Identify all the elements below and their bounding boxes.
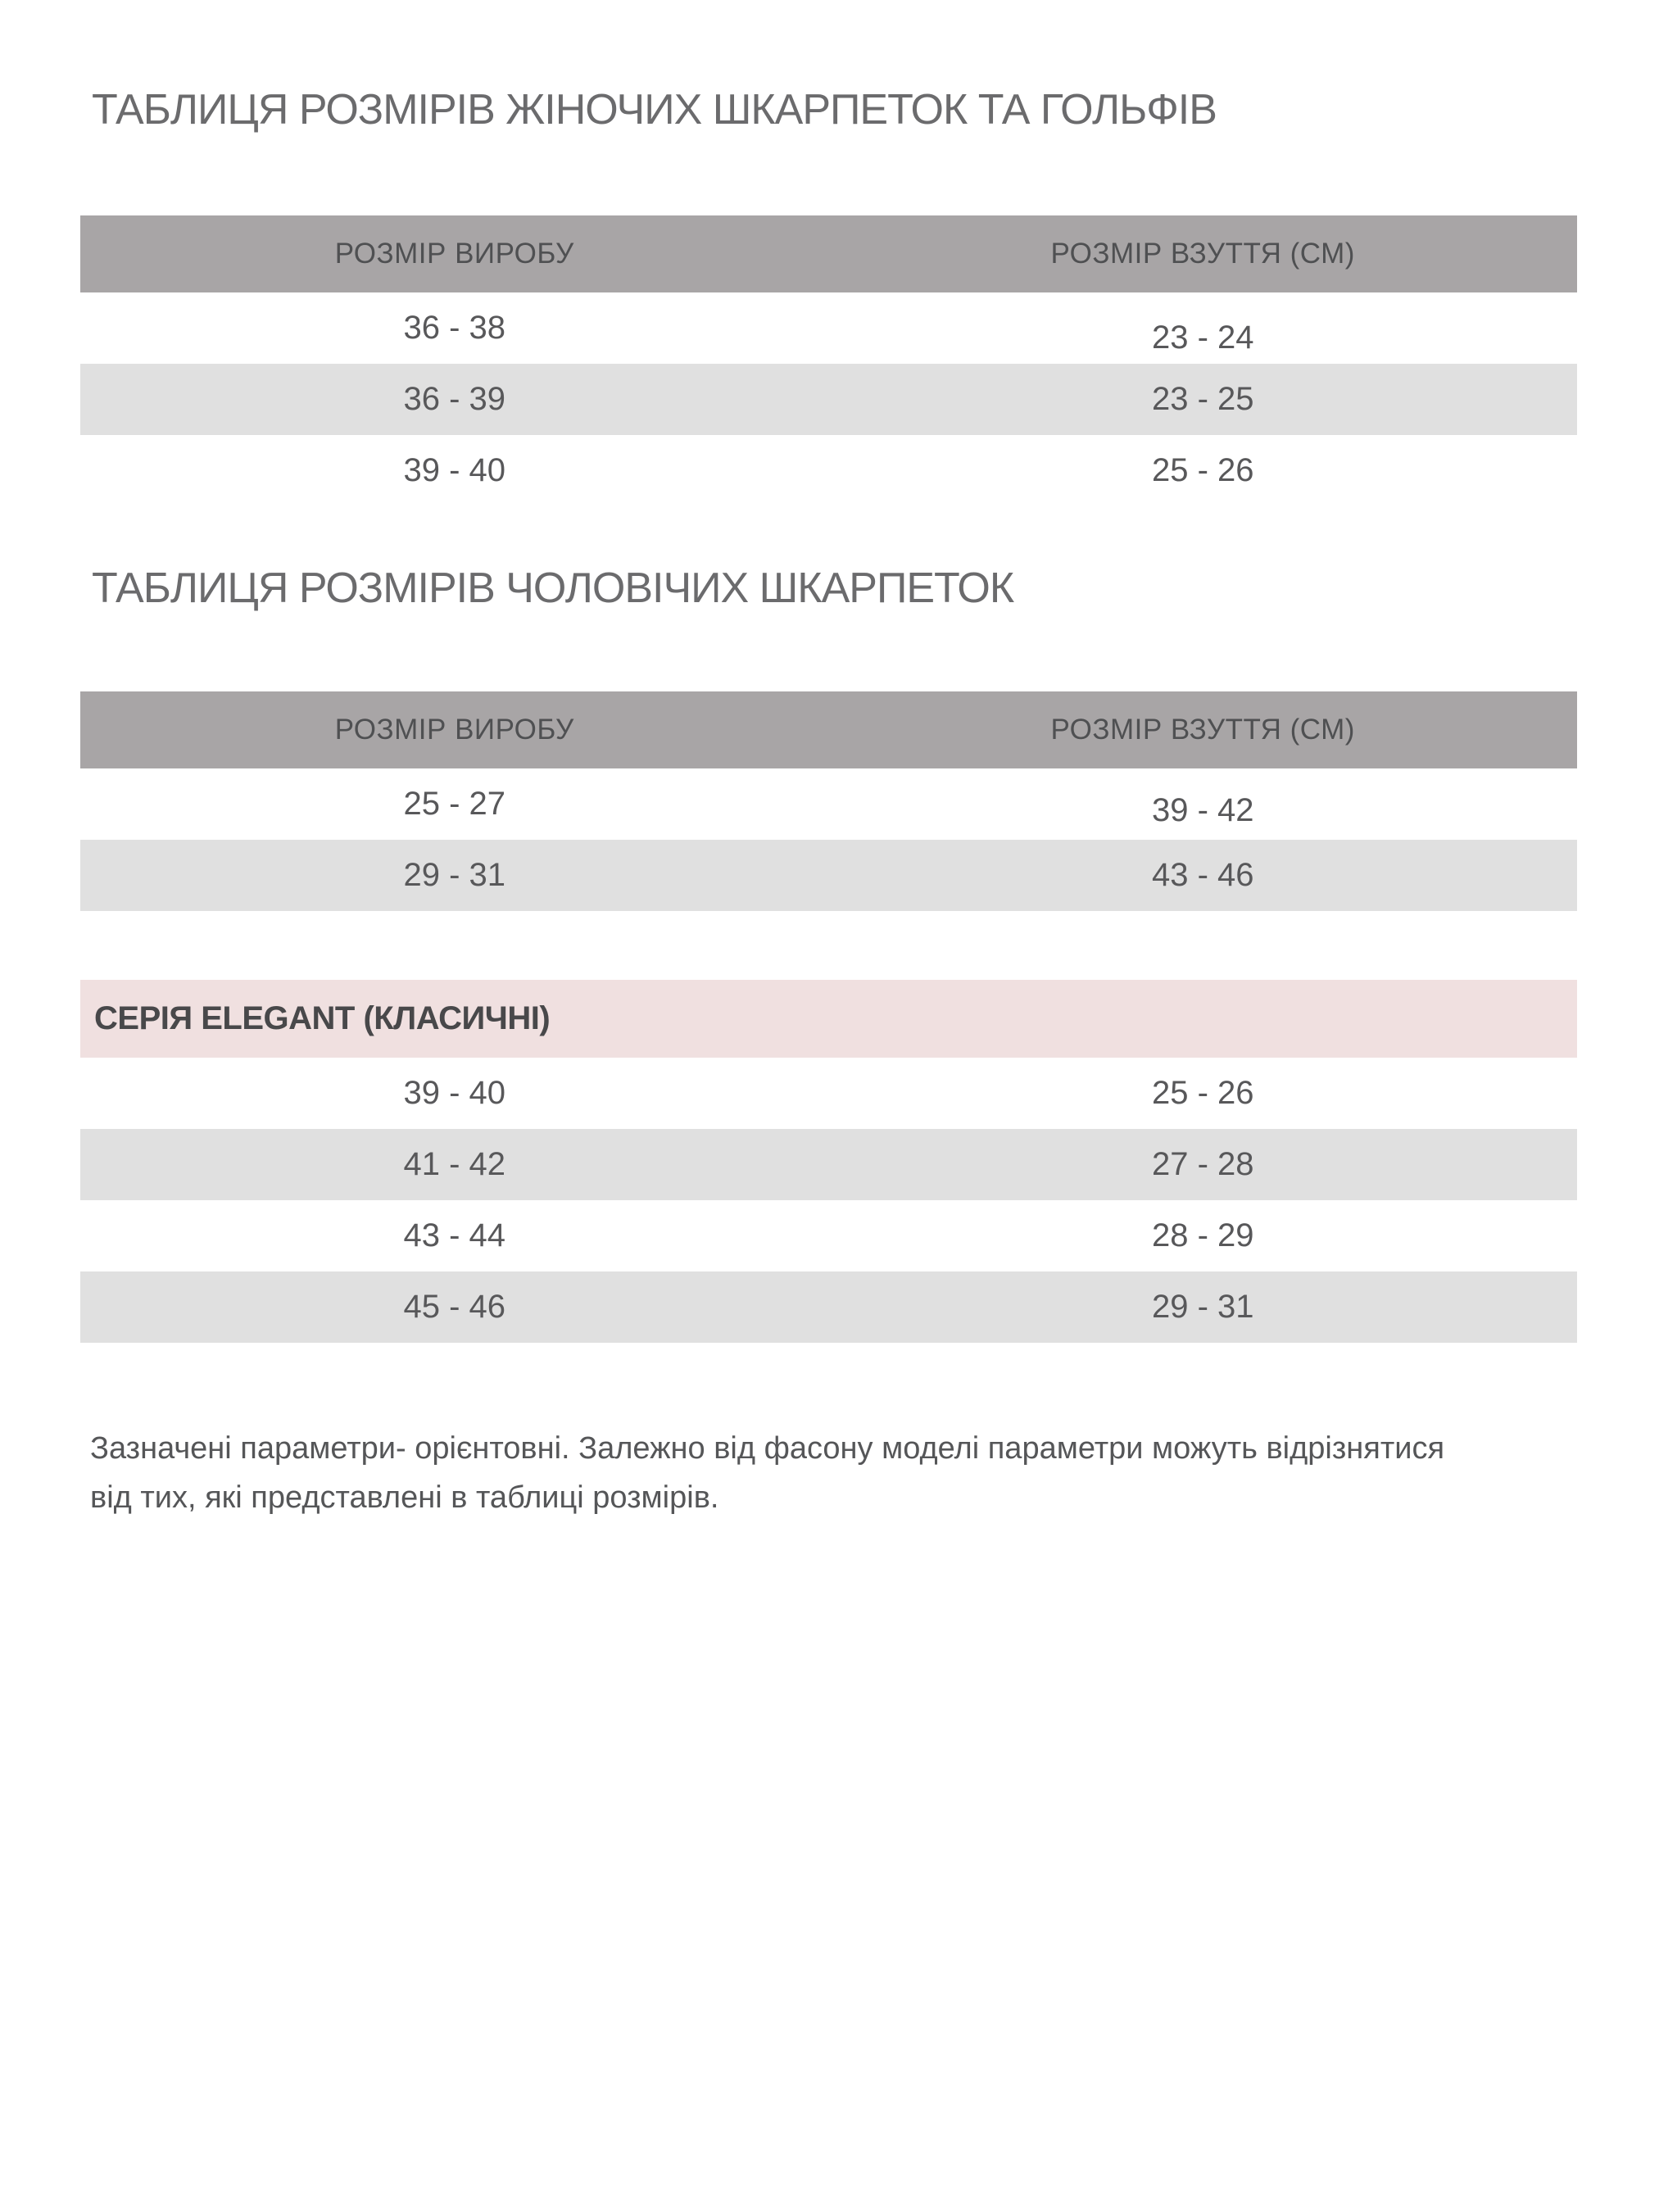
elegant-series-table: [80, 980, 1577, 1343]
table-row: [80, 364, 1577, 435]
product-size-cell: 29 - 31: [403, 857, 506, 893]
shoe-size-cell: 28 - 29: [1151, 1217, 1254, 1253]
product-size-cell: 36 - 39: [403, 381, 506, 417]
women-table-header-row: [80, 215, 1577, 292]
shoe-size-cell: 25 - 26: [1151, 1075, 1254, 1111]
table-row: [80, 1200, 1577, 1271]
product-size-cell: 39 - 40: [403, 452, 506, 488]
men-table-header-row: [80, 691, 1577, 768]
men-size-table: [80, 691, 1577, 911]
women-size-table: [80, 215, 1577, 506]
product-size-cell: 39 - 40: [403, 1075, 506, 1111]
table-row: [80, 1058, 1577, 1129]
shoe-size-cell: 23 - 25: [1151, 381, 1254, 417]
product-size-cell: 36 - 38: [403, 310, 506, 346]
women-sizes-title: ТАБЛИЦЯ РОЗМІРІВ ЖІНОЧИХ ШКАРПЕТОК ТА ГОЛЬФІВ: [92, 86, 1217, 134]
column-header-shoe-size: РОЗМІР ВЗУТТЯ (СМ): [1050, 714, 1355, 746]
elegant-series-header: [80, 980, 1577, 1058]
size-disclaimer-note: [90, 1424, 1614, 1522]
table-row: [80, 292, 1577, 364]
column-header-product-size: РОЗМІР ВИРОБУ: [334, 714, 574, 746]
shoe-size-cell: 39 - 42: [1151, 792, 1254, 828]
shoe-size-cell: 43 - 46: [1151, 857, 1254, 893]
disclaimer-line-2: від тих, які представлені в таблиці розмірів.: [90, 1480, 719, 1515]
shoe-size-cell: 29 - 31: [1151, 1289, 1254, 1325]
shoe-size-cell: 25 - 26: [1151, 452, 1254, 488]
product-size-cell: 25 - 27: [403, 786, 506, 822]
table-row: [80, 435, 1577, 506]
column-header-shoe-size: РОЗМІР ВЗУТТЯ (СМ): [1050, 238, 1355, 270]
disclaimer-line-1: Зазначені параметри- орієнтовні. Залежно від фасону моделі параметри можуть відрізнятися: [90, 1431, 1445, 1466]
table-row: [80, 1129, 1577, 1200]
shoe-size-cell: 27 - 28: [1151, 1146, 1254, 1182]
product-size-cell: 41 - 42: [403, 1146, 506, 1182]
table-row: [80, 768, 1577, 840]
table-row: [80, 840, 1577, 911]
men-sizes-title: ТАБЛИЦЯ РОЗМІРІВ ЧОЛОВІЧИХ ШКАРПЕТОК: [92, 564, 1014, 612]
table-row: [80, 1271, 1577, 1343]
product-size-cell: 45 - 46: [403, 1289, 506, 1325]
column-header-product-size: РОЗМІР ВИРОБУ: [334, 238, 574, 270]
elegant-series-label: СЕРІЯ ELEGANT (КЛАСИЧНІ): [94, 1000, 551, 1036]
product-size-cell: 43 - 44: [403, 1217, 506, 1253]
shoe-size-cell: 23 - 24: [1151, 320, 1254, 356]
